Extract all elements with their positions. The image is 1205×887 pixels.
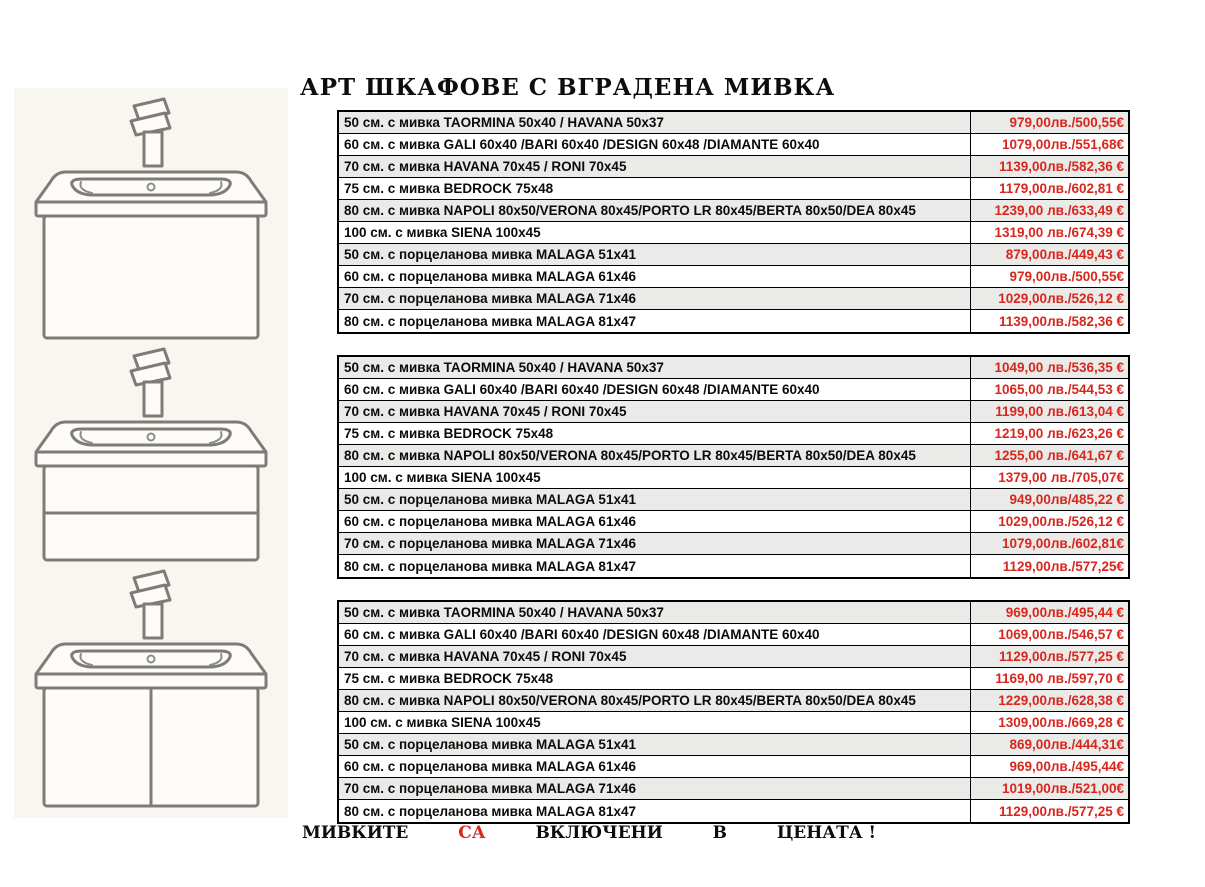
vanity-two-drawers-sketch [18,344,284,566]
price-table-1 [337,110,1130,334]
vanity-drawing-two-drawers [18,344,284,566]
price-value: 879,00лв./449,43 € [1005,247,1124,262]
product-description: 50 см. с порцеланова мивка MALAGA 51x41 [339,489,971,510]
price-table-row [339,467,1128,489]
price-table-row [339,778,1128,800]
price-table-row [339,266,1128,288]
product-description: 70 см. с мивка HAVANA 70x45 / RONI 70x45 [339,156,971,177]
product-description: 75 см. с мивка BEDROCK 75x48 [339,178,971,199]
price-value: 949,00лв/485,22 € [1009,492,1124,507]
product-description: 75 см. с мивка BEDROCK 75x48 [339,423,971,444]
product-description: 60 см. с порцеланова мивка MALAGA 61x46 [339,756,971,777]
price-value: 1129,00лв./577,25 € [999,803,1124,819]
product-description: 60 см. с порцеланова мивка MALAGA 61x46 [339,266,971,287]
vanity-drawing-two-doors [18,566,284,812]
product-description: 50 см. с мивка TAORMINA 50x40 / HAVANA 50x37 [339,357,971,378]
page-title: АРТ ШКАФОВЕ С ВГРАДЕНА МИВКА [300,74,836,101]
vanity-drawing-single-front [18,94,284,344]
price-table-row [339,800,1128,822]
price-value: 1079,00лв./602,81€ [1002,536,1124,551]
price-value: 969,00лв./495,44 € [1005,605,1124,620]
price-value: 1129,00лв./577,25€ [1002,558,1124,574]
price-value: 869,00лв./444,31€ [1009,737,1124,752]
product-description: 80 см. с мивка NAPOLI 80x50/VERONA 80x45/PORTO LR 80x45/BERTA 80x50/DEA 80x45 [339,200,971,221]
price-table-row [339,646,1128,668]
price-table-row [339,379,1128,401]
price-table-row [339,244,1128,266]
price-table-row [339,712,1128,734]
price-table-row [339,533,1128,555]
price-value: 1069,00лв./546,57 € [998,627,1124,642]
price-table-row [339,222,1128,244]
product-description: 60 см. с мивка GALI 60x40 /BARI 60x40 /DESIGN 60x48 /DIAMANTE 60x40 [339,379,971,400]
footer-word: СА [458,823,486,843]
footer-word: ВКЛЮЧЕНИ [535,823,663,843]
product-description: 80 см. с мивка NAPOLI 80x50/VERONA 80x45/PORTO LR 80x45/BERTA 80x50/DEA 80x45 [339,690,971,711]
price-tables [337,110,1130,845]
product-description: 70 см. с мивка HAVANA 70x45 / RONI 70x45 [339,401,971,422]
product-description: 70 см. с порцеланова мивка MALAGA 71x46 [339,288,971,309]
product-description: 100 см. с мивка SIENA 100x45 [339,222,971,243]
price-table-2 [337,355,1130,579]
price-value: 1229,00лв./628,38 € [998,693,1124,708]
product-description: 80 см. с мивка NAPOLI 80x50/VERONA 80x45/PORTO LR 80x45/BERTA 80x50/DEA 80x45 [339,445,971,466]
product-description: 60 см. с мивка GALI 60x40 /BARI 60x40 /DESIGN 60x48 /DIAMANTE 60x40 [339,624,971,645]
footer-word: В [712,823,727,843]
price-table-row [339,668,1128,690]
product-description: 70 см. с порцеланова мивка MALAGA 71x46 [339,778,971,799]
price-value: 1309,00лв./669,28 € [998,715,1124,730]
price-value: 1079,00лв./551,68€ [1002,137,1124,152]
product-description: 80 см. с порцеланова мивка MALAGA 81x47 [339,555,971,577]
price-value: 969,00лв./495,44€ [1009,759,1124,774]
price-table-row [339,511,1128,533]
price-value: 1199,00 лв./613,04 € [995,404,1124,419]
price-value: 979,00лв./500,55€ [1009,115,1124,130]
price-value: 1319,00 лв./674,39 € [994,225,1124,240]
price-value: 1029,00лв./526,12 € [998,291,1124,306]
price-value: 979,00лв./500,55€ [1009,269,1124,284]
footer-word: МИВКИТЕ [302,823,409,843]
product-description: 80 см. с порцеланова мивка MALAGA 81x47 [339,800,971,822]
price-table-row [339,178,1128,200]
price-value: 1139,00лв./582,36 € [999,159,1124,174]
price-table-row [339,112,1128,134]
product-description: 70 см. с мивка HAVANA 70x45 / RONI 70x45 [339,646,971,667]
price-table-row [339,156,1128,178]
product-description: 50 см. с порцеланова мивка MALAGA 51x41 [339,734,971,755]
price-value: 1239,00 лв./633,49 € [994,203,1124,218]
product-description: 70 см. с порцеланова мивка MALAGA 71x46 [339,533,971,554]
footer-word: ЦЕНАТА ! [776,823,876,843]
price-table-row [339,734,1128,756]
price-value: 1255,00 лв./641,67 € [994,448,1124,463]
price-value: 1219,00 лв./623,26 € [994,426,1124,441]
product-description: 50 см. с порцеланова мивка MALAGA 51x41 [339,244,971,265]
price-table-row [339,624,1128,646]
price-table-row [339,423,1128,445]
product-description: 100 см. с мивка SIENA 100x45 [339,467,971,488]
price-value: 1019,00лв./521,00€ [1002,781,1124,796]
price-table-row [339,134,1128,156]
sinks-included-note [302,823,876,843]
vanity-single-front-sketch [18,94,284,344]
price-value: 1129,00лв./577,25 € [999,649,1124,664]
price-table-row [339,602,1128,624]
product-description: 50 см. с мивка TAORMINA 50x40 / HAVANA 50x37 [339,602,971,623]
price-table-row [339,288,1128,310]
product-description: 60 см. с порцеланова мивка MALAGA 61x46 [339,511,971,532]
price-value: 1169,00 лв./597,70 € [995,671,1124,686]
vanity-two-doors-sketch [18,566,284,812]
price-value: 1065,00 лв./544,53 € [994,382,1124,397]
price-table-row [339,555,1128,577]
price-value: 1179,00лв./602,81 € [999,181,1124,196]
product-description: 60 см. с мивка GALI 60x40 /BARI 60x40 /DESIGN 60x48 /DIAMANTE 60x40 [339,134,971,155]
price-value: 1029,00лв./526,12 € [998,514,1124,529]
price-table-row [339,310,1128,332]
price-value: 1049,00 лв./536,35 € [994,360,1124,375]
price-value: 1379,00 лв./705,07€ [998,470,1124,485]
product-description: 80 см. с порцеланова мивка MALAGA 81x47 [339,310,971,332]
price-table-row [339,357,1128,379]
product-description: 75 см. с мивка BEDROCK 75x48 [339,668,971,689]
price-table-row [339,690,1128,712]
price-table-row [339,401,1128,423]
price-table-row [339,489,1128,511]
product-description: 100 см. с мивка SIENA 100x45 [339,712,971,733]
product-description: 50 см. с мивка TAORMINA 50x40 / HAVANA 50x37 [339,112,971,133]
price-table-row [339,756,1128,778]
price-table-row [339,445,1128,467]
price-value: 1139,00лв./582,36 € [999,313,1124,329]
product-drawings-panel [14,88,288,818]
price-table-row [339,200,1128,222]
price-table-3 [337,600,1130,824]
